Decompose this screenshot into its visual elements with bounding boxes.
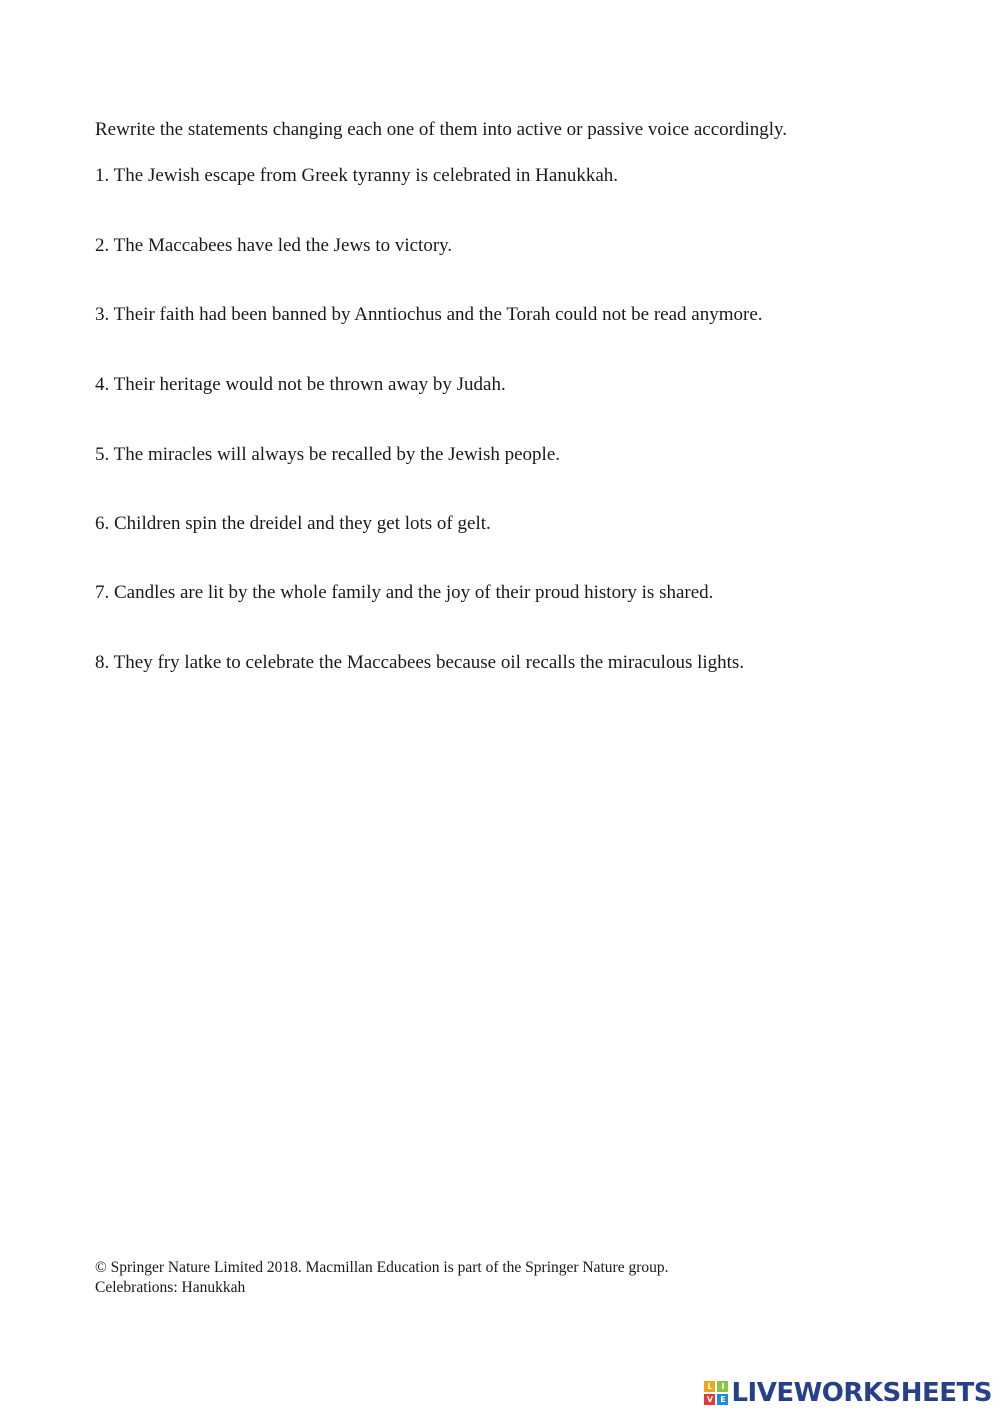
statement-item: 3. Their faith had been banned by Anntiochus and the Torah could not be read anymore. [95,304,763,325]
footer-subtitle: Celebrations: Hanukkah [95,1279,246,1296]
copyright-text: © Springer Nature Limited 2018. Macmillan Education is part of the Springer Nature group. [95,1259,669,1276]
logo-square: I [717,1381,728,1392]
statement-item: 7. Candles are lit by the whole family and the joy of their proud history is shared. [95,582,714,603]
statement-item: 8. They fry latke to celebrate the Maccabees because oil recalls the miraculous lights. [95,652,745,673]
statement-item: 4. Their heritage would not be thrown away by Judah. [95,374,506,395]
logo-squares-icon [704,1381,728,1405]
logo-text: LIVEWORKSHEETS [731,1378,992,1408]
statement-item: 1. The Jewish escape from Greek tyranny is celebrated in Hanukkah. [95,165,619,186]
logo-square: L [704,1381,715,1392]
page-footer [95,1258,669,1298]
instruction-text: Rewrite the statements changing each one of them into active or passive voice accordingly. [95,119,788,140]
liveworksheets-logo[interactable] [704,1376,992,1410]
logo-square: V [704,1394,715,1405]
statement-item: 5. The miracles will always be recalled by the Jewish people. [95,444,560,465]
logo-square: E [717,1394,728,1405]
statement-item: 6. Children spin the dreidel and they get lots of gelt. [95,513,491,534]
statement-item: 2. The Maccabees have led the Jews to victory. [95,235,453,256]
